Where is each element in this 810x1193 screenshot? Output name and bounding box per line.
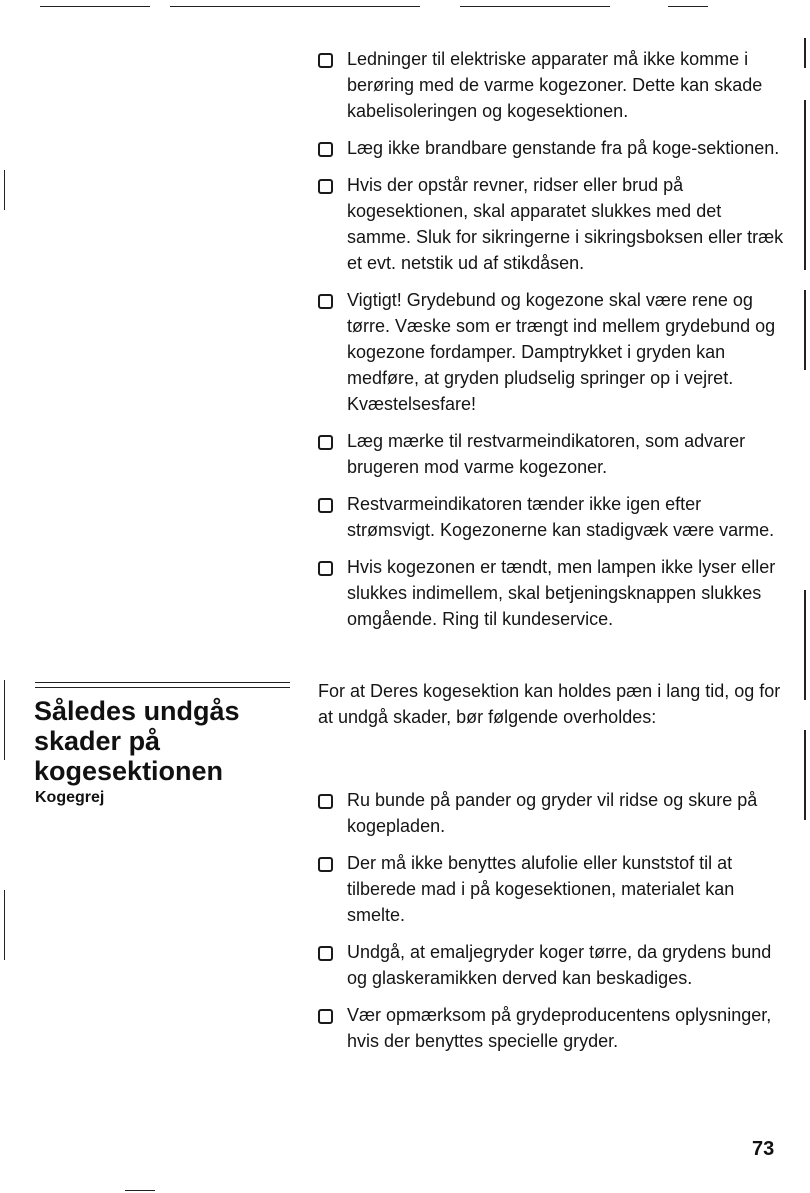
checkbox-bullet-icon [318, 794, 333, 809]
list-item [318, 850, 788, 928]
scan-edge-line [4, 890, 5, 960]
cookware-list [318, 787, 788, 1065]
checkbox-bullet-icon [318, 561, 333, 576]
list-item [318, 491, 788, 543]
checkbox-bullet-icon [318, 179, 333, 194]
list-item [318, 787, 788, 839]
checkbox-bullet-icon [318, 142, 333, 157]
list-item [318, 1002, 788, 1054]
checkbox-bullet-icon [318, 946, 333, 961]
safety-list [318, 46, 788, 643]
scan-edge-line [125, 1190, 155, 1191]
section-title: Således undgås skader på kogesektionen [34, 696, 240, 786]
scan-edge-line [460, 6, 610, 7]
checkbox-bullet-icon [318, 53, 333, 68]
intro-paragraph: For at Deres kogesektion kan holdes pæn i lang tid, og for at undgå skader, bør følgende overholdes: [318, 681, 781, 727]
list-item-text: Ledninger til elektriske apparater må ikke komme i berøring med de varme kogezoner. Dette kan skade kabelisoleringen og kogesektionen. [347, 49, 763, 121]
scan-edge-line [804, 590, 806, 700]
checkbox-bullet-icon [318, 857, 333, 872]
subheading: Kogegrej [35, 789, 105, 806]
list-item [318, 287, 788, 417]
list-item-text: Hvis kogezonen er tændt, men lampen ikke lyser eller slukkes indimellem, skal betjeningsknappen slukkes omgående. Ring til kundeservice. [347, 557, 776, 629]
list-item-text: Restvarmeindikatoren tænder ikke igen efter strømsvigt. Kogezonerne kan stadigvæk være varme. [347, 494, 775, 540]
scan-edge-line [804, 38, 806, 68]
scan-edge-line [170, 6, 420, 7]
list-item-text: Der må ikke benyttes alufolie eller kunststof til at tilberede mad i på kogesektionen, materialet kan smelte. [347, 853, 735, 925]
section-divider [35, 682, 290, 688]
list-item [318, 46, 788, 124]
scan-edge-line [804, 100, 806, 270]
scan-edge-line [804, 730, 806, 820]
list-item-text: Undgå, at emaljegryder koger tørre, da grydens bund og glaskeramikken derved kan beskadiges. [347, 942, 772, 988]
checkbox-bullet-icon [318, 435, 333, 450]
list-item [318, 428, 788, 480]
scan-edge-line [40, 6, 150, 7]
list-item [318, 554, 788, 632]
checkbox-bullet-icon [318, 1009, 333, 1024]
list-item [318, 135, 788, 161]
list-item [318, 172, 788, 276]
scan-edge-line [668, 6, 708, 7]
checkbox-bullet-icon [318, 294, 333, 309]
list-item [318, 939, 788, 991]
list-item-text: Læg ikke brandbare genstande fra på koge-sektionen. [347, 138, 780, 158]
page-number: 73 [752, 1138, 775, 1160]
scan-edge-line [804, 290, 806, 370]
list-item-text: Vær opmærksom på grydeproducentens oplysninger, hvis der benyttes specielle gryder. [347, 1005, 772, 1051]
list-item-text: Ru bunde på pander og gryder vil ridse og skure på kogepladen. [347, 790, 758, 836]
list-item-text: Læg mærke til restvarmeindikatoren, som advarer brugeren mod varme kogezoner. [347, 431, 746, 477]
scan-edge-line [4, 680, 5, 760]
list-item-text: Vigtigt! Grydebund og kogezone skal være rene og tørre. Væske som er trængt ind mellem grydebund og kogezone fordamper. Damptrykket i gryden kan medføre, at gryden pludselig springer op i vejret. Kvæstelsesfare! [347, 290, 776, 414]
scan-edge-line [4, 170, 5, 210]
checkbox-bullet-icon [318, 498, 333, 513]
list-item-text: Hvis der opstår revner, ridser eller brud på kogesektionen, skal apparatet slukkes med det samme. Sluk for sikringerne i sikringsboksen eller træk et evt. netstik ud af stikdåsen. [347, 175, 784, 273]
